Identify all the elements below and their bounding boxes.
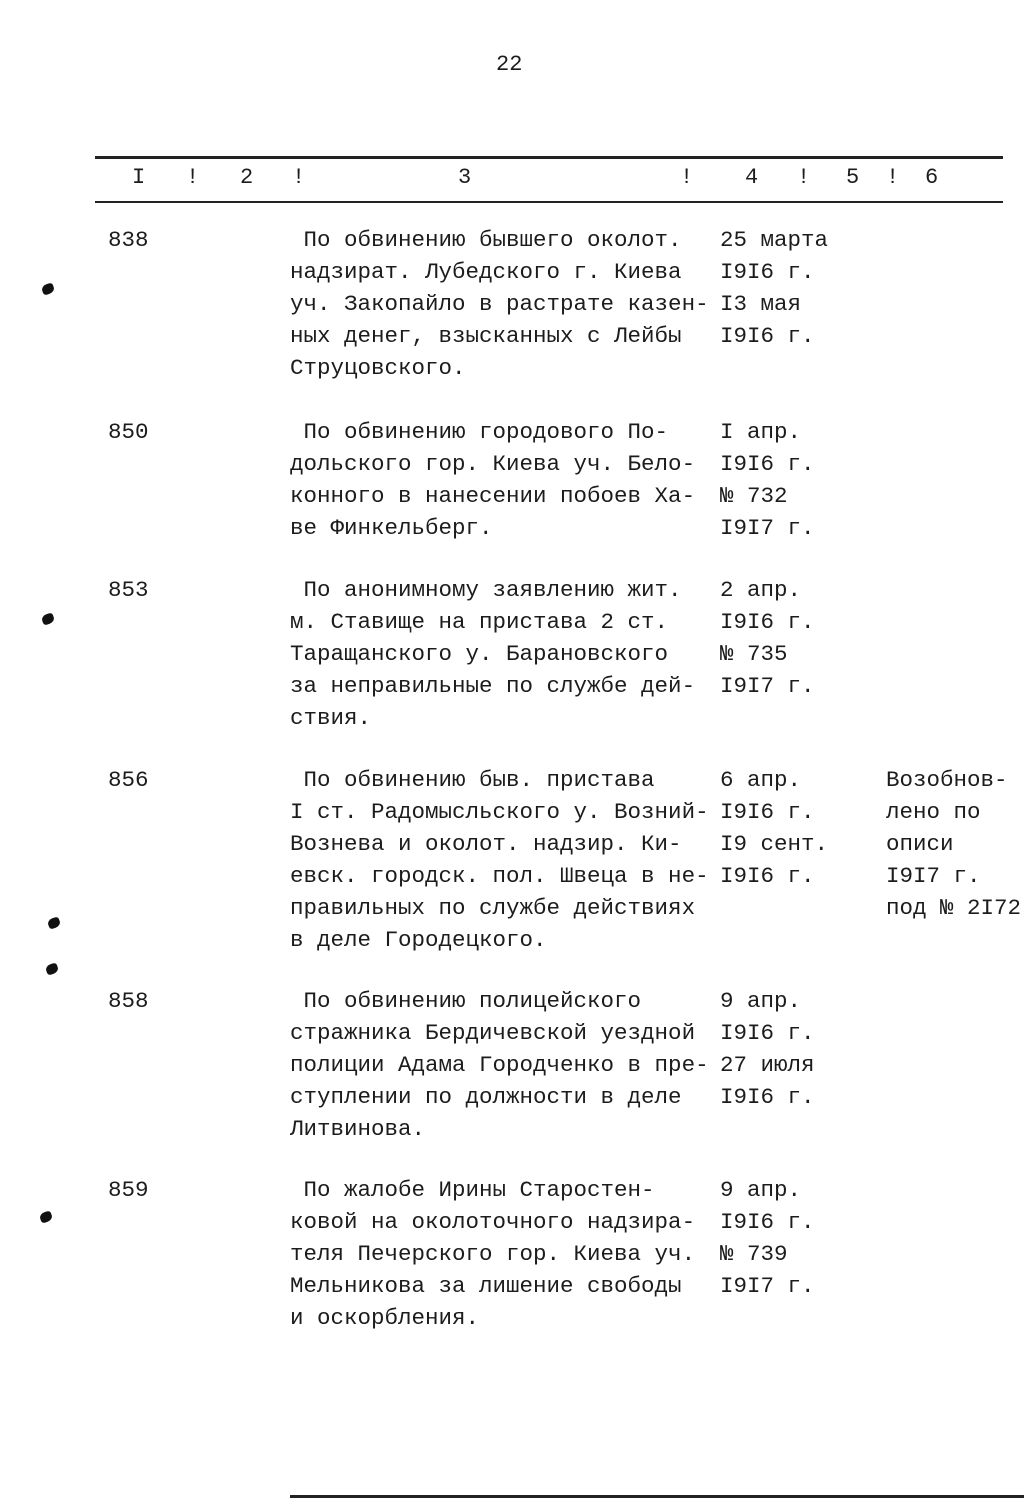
record-date-line: 9 апр. bbox=[720, 988, 802, 1014]
record-description-line: Струцовского. bbox=[290, 355, 466, 381]
record-description-line: Вознева и околот. надзир. Ки- bbox=[290, 831, 682, 857]
record-description-line: По обвинению городового По- bbox=[290, 419, 669, 445]
record-note-line: лено по bbox=[886, 799, 981, 825]
record-description-line: ствия. bbox=[290, 705, 372, 731]
record-date-line: № 739 bbox=[720, 1241, 788, 1267]
record-note-line: описи bbox=[886, 831, 954, 857]
hole-punch-mark bbox=[45, 962, 60, 976]
column-header-4: 4 bbox=[745, 165, 759, 190]
record-date-line: 25 марта bbox=[720, 227, 829, 253]
column-separator: ! bbox=[680, 165, 694, 190]
hole-punch-mark bbox=[47, 916, 62, 930]
record-note-line: Возобнов- bbox=[886, 767, 1008, 793]
header-top-rule bbox=[95, 156, 1003, 159]
hole-punch-mark bbox=[41, 612, 56, 626]
record-date-line: № 732 bbox=[720, 483, 788, 509]
record-date-line: I9 сент. bbox=[720, 831, 829, 857]
record-date-line: I9I6 г. bbox=[720, 451, 815, 477]
record-description-line: в деле Городецкого. bbox=[290, 927, 547, 953]
record-number: 850 bbox=[108, 419, 149, 445]
record-date-line: 2 апр. bbox=[720, 577, 802, 603]
record-description-line: По обвинению быв. пристава bbox=[290, 767, 655, 793]
record-description-line: стражника Бердичевской уездной bbox=[290, 1020, 696, 1046]
record-date-line: I9I6 г. bbox=[720, 259, 815, 285]
record-number: 856 bbox=[108, 767, 149, 793]
record-description-line: уч. Закопайло в растрате казен- bbox=[290, 291, 709, 317]
record-description-line: надзират. Лубедского г. Киева bbox=[290, 259, 682, 285]
record-description-line: ных денег, взысканных с Лейбы bbox=[290, 323, 682, 349]
record-description-line: Мельникова за лишение свободы bbox=[290, 1273, 682, 1299]
record-number: 858 bbox=[108, 988, 149, 1014]
record-description-line: евск. городск. пол. Швеца в не- bbox=[290, 863, 709, 889]
column-header-6: 6 bbox=[925, 165, 939, 190]
record-date-line: I9I6 г. bbox=[720, 1209, 815, 1235]
record-number: 859 bbox=[108, 1177, 149, 1203]
record-description-line: и оскорбления. bbox=[290, 1305, 480, 1331]
column-header-2: 2 bbox=[240, 165, 254, 190]
record-date-line: I9I6 г. bbox=[720, 1084, 815, 1110]
record-description-line: По жалобе Ирины Старостен- bbox=[290, 1177, 655, 1203]
hole-punch-mark bbox=[39, 1210, 54, 1224]
record-description-line: конного в нанесении побоев Ха- bbox=[290, 483, 696, 509]
record-description-line: теля Печерского гор. Киева уч. bbox=[290, 1241, 696, 1267]
record-date-line: I9I6 г. bbox=[720, 1020, 815, 1046]
record-description-line: за неправильные по службе дей- bbox=[290, 673, 696, 699]
record-description-line: полиции Адама Городченко в пре- bbox=[290, 1052, 709, 1078]
record-date-line: I9I6 г. bbox=[720, 609, 815, 635]
record-description-line: ве Финкельберг. bbox=[290, 515, 493, 541]
record-date-line: I9I7 г. bbox=[720, 515, 815, 541]
record-date-line: I9I6 г. bbox=[720, 323, 815, 349]
record-description-line: Таращанского у. Барановского bbox=[290, 641, 669, 667]
record-date-line: 27 июля bbox=[720, 1052, 815, 1078]
column-separator: ! bbox=[292, 165, 306, 190]
record-date-line: I апр. bbox=[720, 419, 802, 445]
column-header-5: 5 bbox=[846, 165, 860, 190]
record-description-line: По обвинению бывшего околот. bbox=[290, 227, 682, 253]
record-note-line: I9I7 г. bbox=[886, 863, 981, 889]
record-date-line: I9I6 г. bbox=[720, 863, 815, 889]
header-bottom-rule bbox=[95, 201, 1003, 203]
record-date-line: I9I7 г. bbox=[720, 1273, 815, 1299]
record-description-line: дольского гор. Киева уч. Бело- bbox=[290, 451, 696, 477]
record-date-line: 6 апр. bbox=[720, 767, 802, 793]
record-number: 853 bbox=[108, 577, 149, 603]
bottom-rule bbox=[290, 1495, 1024, 1498]
record-date-line: I3 мая bbox=[720, 291, 802, 317]
column-header-3: 3 bbox=[458, 165, 472, 190]
record-description-line: Литвинова. bbox=[290, 1116, 426, 1142]
record-date-line: I9I7 г. bbox=[720, 673, 815, 699]
column-header-1: I bbox=[132, 165, 146, 190]
column-separator: ! bbox=[186, 165, 200, 190]
record-description-line: По анонимному заявлению жит. bbox=[290, 577, 682, 603]
column-separator: ! bbox=[886, 165, 900, 190]
record-description-line: ступлении по должности в деле bbox=[290, 1084, 682, 1110]
record-date-line: № 735 bbox=[720, 641, 788, 667]
page-number: 22 bbox=[496, 52, 523, 77]
record-description-line: I ст. Радомысльского у. Возний- bbox=[290, 799, 709, 825]
record-description-line: ковой на околоточного надзира- bbox=[290, 1209, 696, 1235]
record-number: 838 bbox=[108, 227, 149, 253]
record-date-line: 9 апр. bbox=[720, 1177, 802, 1203]
record-description-line: м. Ставище на пристава 2 ст. bbox=[290, 609, 669, 635]
column-separator: ! bbox=[797, 165, 811, 190]
record-description-line: правильных по службе действиях bbox=[290, 895, 696, 921]
record-note-line: под № 2I72 bbox=[886, 895, 1022, 921]
record-description-line: По обвинению полицейского bbox=[290, 988, 642, 1014]
hole-punch-mark bbox=[41, 282, 56, 296]
record-date-line: I9I6 г. bbox=[720, 799, 815, 825]
